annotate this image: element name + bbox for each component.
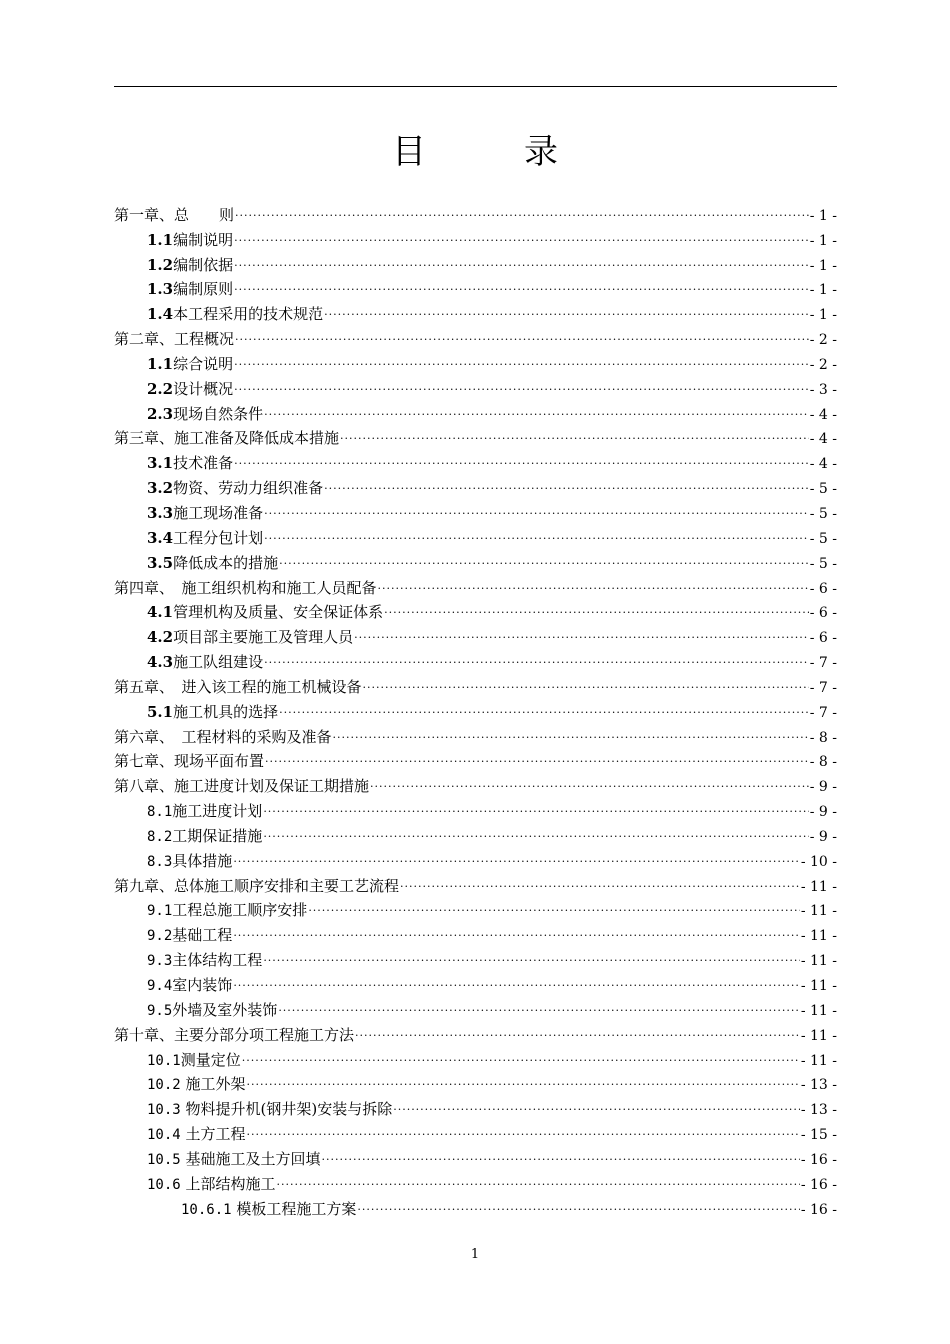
toc-entry-label: 第五章、 进入该工程的施工机械设备 bbox=[114, 677, 362, 696]
toc-entry-page: - 7 - bbox=[809, 679, 837, 696]
toc-entry-number: 2.3 bbox=[147, 404, 174, 423]
toc-entry-label: 土方工程 bbox=[180, 1125, 246, 1144]
toc-entry-number: 1.4 bbox=[147, 305, 174, 324]
toc-entry-page: - 11 - bbox=[800, 978, 837, 994]
toc-leader-dots bbox=[357, 1189, 799, 1214]
toc-entry-page: - 9 - bbox=[809, 804, 837, 821]
toc-entry-number: 9.3 bbox=[147, 953, 173, 970]
toc-entry-label: 主体结构工程 bbox=[172, 951, 263, 970]
toc-entry-number: 9.5 bbox=[147, 1002, 173, 1019]
toc-entry-label: 测量定位 bbox=[180, 1050, 241, 1069]
toc-leader-dots bbox=[233, 915, 800, 940]
toc-entry-page: - 13 - bbox=[800, 1102, 837, 1119]
toc-entry-page: - 2 - bbox=[809, 356, 837, 373]
toc-entry-label: 工程分包计划 bbox=[173, 528, 264, 547]
toc-entry-number: 1.1 bbox=[147, 230, 174, 249]
toc-leader-dots bbox=[279, 543, 809, 568]
toc-entry-page: - 10 - bbox=[800, 853, 837, 870]
toc-entry-page: - 11 - bbox=[800, 1027, 837, 1044]
toc-leader-dots bbox=[263, 816, 808, 841]
toc-entry-page: - 13 - bbox=[800, 1077, 837, 1094]
toc-leader-dots bbox=[400, 866, 800, 891]
toc-entry-number: 8.1 bbox=[147, 804, 173, 821]
toc-entry-label: 管理机构及质量、安全保证体系 bbox=[173, 603, 384, 622]
toc-entry-number: 1.2 bbox=[147, 255, 174, 274]
toc-entry-label: 施工进度计划 bbox=[172, 802, 263, 821]
toc-entry-number: 10.6 bbox=[147, 1176, 181, 1193]
toc-entry-page: - 16 - bbox=[800, 1201, 837, 1218]
toc-leader-dots bbox=[265, 742, 809, 767]
toc-entry-page: - 1 - bbox=[809, 282, 837, 299]
toc-entry-number: 1.1 bbox=[147, 354, 174, 373]
toc-entry-number: 10.3 bbox=[147, 1102, 181, 1119]
toc-leader-dots bbox=[234, 344, 809, 369]
toc-leader-dots bbox=[279, 692, 809, 717]
toc-leader-dots bbox=[264, 518, 809, 543]
toc-entry-number: 4.3 bbox=[147, 653, 174, 672]
toc-entry-page: - 1 - bbox=[809, 232, 837, 249]
toc-entry-label: 编制原则 bbox=[173, 280, 234, 299]
toc-leader-dots bbox=[324, 468, 809, 493]
toc-leader-dots bbox=[264, 394, 809, 419]
toc-entry-label: 第七章、现场平面布置 bbox=[114, 752, 265, 771]
toc-leader-dots bbox=[264, 493, 809, 518]
toc-leader-dots bbox=[278, 990, 800, 1015]
toc-leader-dots bbox=[233, 841, 800, 866]
toc-entry-page: - 1 - bbox=[809, 207, 837, 224]
page-number: 1 bbox=[470, 1247, 480, 1262]
header-rule bbox=[114, 86, 837, 87]
toc-entry-label: 施工现场准备 bbox=[173, 503, 264, 522]
toc-entry-number: 4.1 bbox=[147, 603, 174, 622]
page-title: 目录 bbox=[392, 132, 656, 172]
toc-entry-page: - 11 - bbox=[800, 878, 837, 895]
toc-leader-dots bbox=[355, 1015, 800, 1040]
toc-entry-page: - 5 - bbox=[809, 505, 837, 522]
toc-entry-label: 编制说明 bbox=[173, 230, 234, 249]
toc-entry-page: - 4 - bbox=[809, 431, 837, 448]
toc-leader-dots bbox=[308, 891, 800, 916]
toc-entry-label: 设计概况 bbox=[173, 379, 234, 398]
toc-entry-label: 技术准备 bbox=[173, 454, 234, 473]
toc-entry-number: 10.6.1 bbox=[181, 1201, 232, 1218]
toc-entry-label: 模板工程施工方案 bbox=[231, 1199, 357, 1218]
toc-entry-page: - 11 - bbox=[800, 953, 837, 970]
table-of-contents bbox=[114, 195, 837, 1218]
toc-entry-number: 9.4 bbox=[147, 978, 173, 994]
toc-leader-dots bbox=[340, 419, 809, 444]
toc-entry-label: 降低成本的措施 bbox=[173, 553, 279, 572]
toc-entry-label: 本工程采用的技术规范 bbox=[173, 305, 324, 324]
toc-entry-page: - 3 - bbox=[809, 381, 837, 398]
toc-entry-label: 第四章、 施工组织机构和施工人员配备 bbox=[114, 578, 377, 597]
toc-entry-page: - 1 - bbox=[809, 257, 837, 274]
toc-leader-dots bbox=[234, 270, 809, 295]
toc-entry-label: 上部结构施工 bbox=[180, 1174, 276, 1193]
toc-leader-dots bbox=[378, 568, 809, 593]
toc-entry-label: 具体措施 bbox=[172, 851, 233, 870]
toc-entry-label: 第六章、 工程材料的采购及准备 bbox=[114, 727, 332, 746]
toc-entry-page: - 1 - bbox=[809, 307, 837, 324]
toc-entry-label: 第三章、施工准备及降低成本措施 bbox=[114, 429, 340, 448]
toc-entry-page: - 15 - bbox=[800, 1127, 837, 1144]
toc-entry-page: - 6 - bbox=[809, 605, 837, 622]
toc-entry-number: 9.2 bbox=[147, 928, 173, 945]
toc-entry-page: - 4 - bbox=[809, 456, 837, 473]
toc-entry-label: 工程总施工顺序安排 bbox=[172, 901, 308, 920]
toc-leader-dots bbox=[354, 617, 809, 642]
toc-entry-number: 8.3 bbox=[147, 853, 173, 870]
toc-leader-dots bbox=[393, 1089, 800, 1114]
toc-entry-page: - 2 - bbox=[809, 332, 837, 349]
toc-leader-dots bbox=[247, 1114, 800, 1139]
toc-entry-label: 室内装饰 bbox=[172, 976, 233, 994]
toc-leader-dots bbox=[363, 667, 809, 692]
toc-entry-label: 施工外架 bbox=[180, 1075, 246, 1094]
toc-entry-label: 第九章、总体施工顺序安排和主要工艺流程 bbox=[114, 876, 400, 895]
toc-entry-number: 9.1 bbox=[147, 903, 173, 920]
toc-entry-page: - 5 - bbox=[809, 481, 837, 498]
toc-leader-dots bbox=[242, 1040, 800, 1065]
toc-entry-number: 8.2 bbox=[147, 828, 173, 845]
toc-leader-dots bbox=[263, 791, 808, 816]
toc-entry-label: 物料提升机(钢井架)安装与拆除 bbox=[180, 1100, 393, 1119]
toc-entry-number: 3.1 bbox=[147, 454, 174, 473]
toc-leader-dots bbox=[234, 220, 809, 245]
toc-entry-label: 第八章、施工进度计划及保证工期措施 bbox=[114, 777, 370, 796]
toc-entry-number: 3.2 bbox=[147, 479, 174, 498]
toc-entry-page: - 8 - bbox=[809, 754, 837, 771]
toc-entry-page: - 6 - bbox=[809, 580, 837, 597]
toc-leader-dots bbox=[247, 1065, 800, 1090]
toc-leader-dots bbox=[333, 717, 809, 742]
toc-entry-number: 4.2 bbox=[147, 628, 174, 647]
toc-entry-number: 3.4 bbox=[147, 528, 174, 547]
toc-entry-label: 施工机具的选择 bbox=[173, 702, 279, 721]
toc-entry-label: 基础工程 bbox=[172, 926, 233, 945]
toc-entry-number: 1.3 bbox=[147, 280, 174, 299]
toc-entry-label: 外墙及室外装饰 bbox=[172, 1000, 278, 1019]
toc-entry-label: 第二章、工程概况 bbox=[114, 330, 235, 349]
toc-leader-dots bbox=[322, 1139, 800, 1164]
toc-leader-dots bbox=[234, 443, 809, 468]
toc-entry-number: 3.5 bbox=[147, 553, 174, 572]
toc-entry-page: - 7 - bbox=[809, 655, 837, 672]
toc-leader-dots bbox=[263, 940, 800, 965]
toc-entry-page: - 11 - bbox=[800, 903, 837, 920]
toc-leader-dots bbox=[264, 642, 809, 667]
toc-entry-number: 2.2 bbox=[147, 379, 174, 398]
toc-leader-dots bbox=[277, 1164, 800, 1189]
toc-entry-page: - 16 - bbox=[800, 1176, 837, 1193]
toc-entry-page: - 5 - bbox=[809, 555, 837, 572]
toc-entry-label: 物资、劳动力组织准备 bbox=[173, 479, 324, 498]
toc-leader-dots bbox=[370, 766, 809, 791]
toc-entry-label: 第十章、主要分部分项工程施工方法 bbox=[114, 1025, 355, 1044]
toc-entry-page: - 11 - bbox=[800, 1052, 837, 1069]
toc-entry-page: - 9 - bbox=[809, 828, 837, 845]
toc-entry-number: 3.3 bbox=[147, 503, 174, 522]
toc-entry-number: 10.5 bbox=[147, 1151, 181, 1168]
toc-entry-label: 现场自然条件 bbox=[173, 404, 264, 423]
toc-entry-label: 项目部主要施工及管理人员 bbox=[173, 628, 354, 647]
toc-entry-page: - 7 - bbox=[809, 704, 837, 721]
toc-entry-number: 10.2 bbox=[147, 1077, 181, 1094]
toc-entry-page: - 16 - bbox=[800, 1151, 837, 1168]
toc-entry-label: 工期保证措施 bbox=[172, 826, 263, 845]
toc-leader-dots bbox=[235, 319, 809, 344]
toc-entry-page: - 8 - bbox=[809, 729, 837, 746]
toc-entry-page: - 5 - bbox=[809, 530, 837, 547]
toc-leader-dots bbox=[235, 195, 809, 220]
toc-entry-page: - 9 - bbox=[809, 779, 837, 796]
toc-leader-dots bbox=[234, 369, 809, 394]
toc-entry-number: 5.1 bbox=[147, 702, 174, 721]
toc-entry-label: 综合说明 bbox=[173, 354, 234, 373]
toc-entry-label: 基础施工及土方回填 bbox=[180, 1149, 321, 1168]
toc-leader-dots bbox=[233, 965, 800, 990]
toc-entry-page: - 11 - bbox=[800, 1002, 837, 1019]
toc-leader-dots bbox=[384, 593, 809, 618]
toc-leader-dots bbox=[324, 294, 809, 319]
toc-entry-page: - 11 - bbox=[800, 928, 837, 945]
toc-entry-label: 编制依据 bbox=[173, 255, 234, 274]
toc-entry-number: 10.4 bbox=[147, 1127, 181, 1144]
toc-entry-label: 施工队组建设 bbox=[173, 653, 264, 672]
toc-entry-number: 10.1 bbox=[147, 1052, 181, 1069]
toc-leader-dots bbox=[234, 245, 809, 270]
toc-entry-label: 第一章、总 则 bbox=[114, 205, 235, 224]
toc-entry-page: - 4 - bbox=[809, 406, 837, 423]
toc-entry-page: - 6 - bbox=[809, 630, 837, 647]
toc-entry[interactable] bbox=[114, 195, 837, 224]
